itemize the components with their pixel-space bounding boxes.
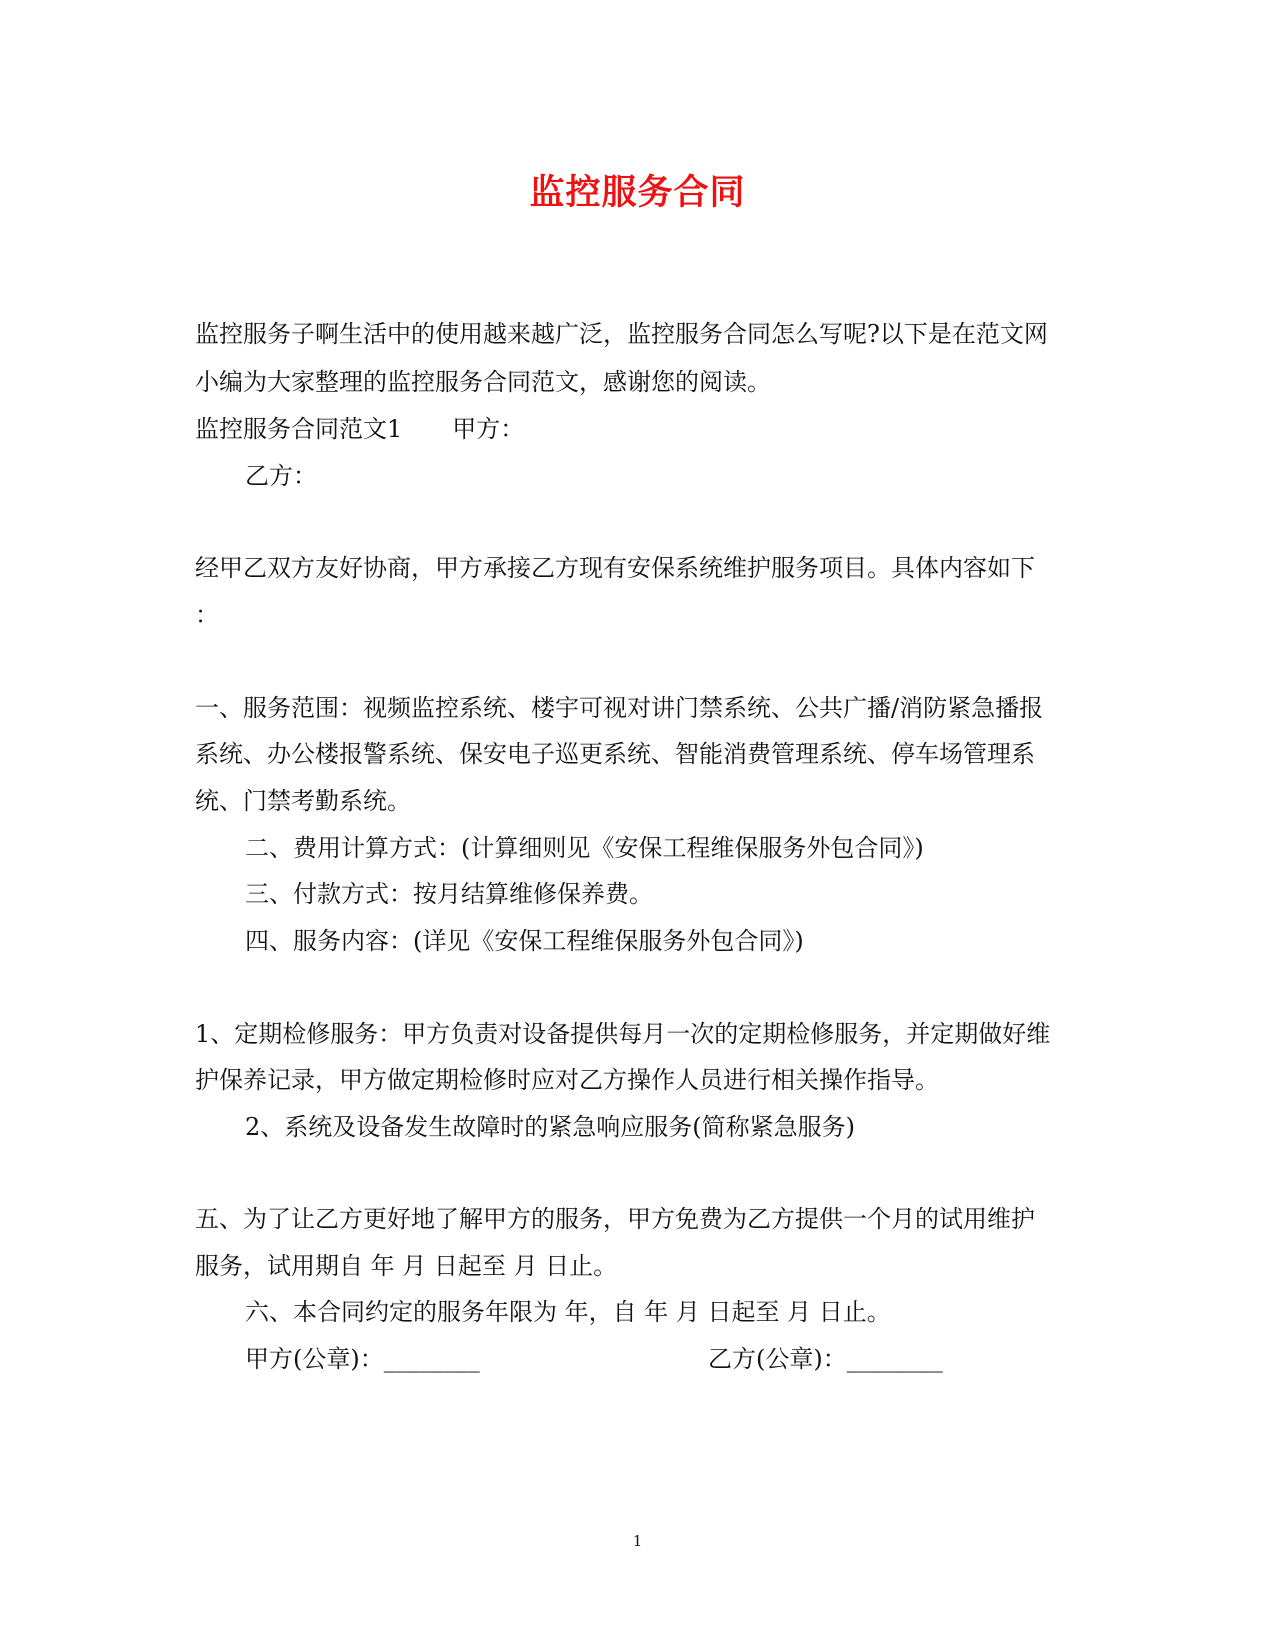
clause-5-line-2: 服务，试用期自 年 月 日起至 月 日止。 — [195, 1252, 618, 1280]
intro-line-2: 小编为大家整理的监控服务合同范文，感谢您的阅读。 — [195, 368, 771, 396]
party-b-label: 乙方： — [245, 462, 317, 490]
preamble-line-2: ： — [195, 601, 219, 629]
document-title: 监控服务合同 — [529, 173, 746, 213]
clause-2: 二、费用计算方式：(计算细则见《安保工程维保服务外包合同》) — [245, 834, 924, 862]
preamble-line-1: 经甲乙双方友好协商，甲方承接乙方现有安保系统维护服务项目。具体内容如下 — [195, 554, 1035, 582]
clause-1-line-3: 统、门禁考勤系统。 — [195, 787, 411, 815]
clause-1-line-1: 一、服务范围：视频监控系统、楼宇可视对讲门禁系统、公共广播/消防紧急播报 — [195, 694, 1044, 722]
party-a-label: 甲方： — [452, 415, 525, 443]
clause-5-line-1: 五、为了让乙方更好地了解甲方的服务，甲方免费为乙方提供一个月的试用维护 — [195, 1205, 1035, 1233]
sample-heading-row — [195, 412, 1095, 446]
clause-4: 四、服务内容：(详见《安保工程维保服务外包合同》) — [245, 927, 804, 955]
clause-1-line-2: 系统、办公楼报警系统、保安电子巡更系统、智能消费管理系统、停车场管理系 — [195, 740, 1035, 768]
signature-party-a: 甲方(公章)：________ — [245, 1345, 480, 1373]
sample-heading: 监控服务合同范文1 — [195, 415, 403, 443]
signature-party-b: 乙方(公章)：________ — [708, 1345, 943, 1373]
clause-6: 六、本合同约定的服务年限为 年，自 年 月 日起至 月 日止。 — [245, 1298, 891, 1326]
intro-line-1: 监控服务子啊生活中的使用越来越广泛，监控服务合同怎么写呢?以下是在范文网 — [195, 320, 1048, 348]
item-1-line-1: 1、定期检修服务：甲方负责对设备提供每月一次的定期检修服务，并定期做好维 — [195, 1020, 1051, 1048]
item-2: 2、系统及设备发生故障时的紧急响应服务(简称紧急服务) — [245, 1113, 855, 1141]
page-number: 1 — [632, 1532, 643, 1550]
clause-3: 三、付款方式：按月结算维修保养费。 — [245, 880, 653, 908]
item-1-line-2: 护保养记录，甲方做定期检修时应对乙方操作人员进行相关操作指导。 — [195, 1066, 939, 1094]
